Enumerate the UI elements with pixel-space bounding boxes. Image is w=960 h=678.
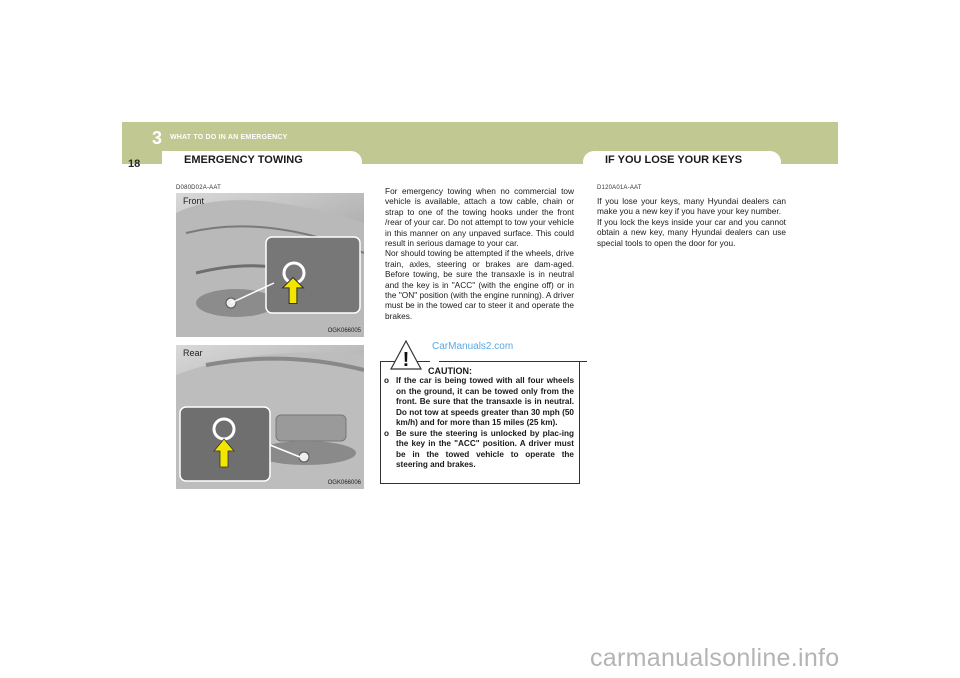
section-tab-lose-keys xyxy=(583,151,781,173)
watermark-text: CarManuals2.com xyxy=(432,341,514,352)
list-item: o Be sure the steering is unlocked by plac-ing the key in the "ACC" position. A driver must be in the towed vehicle to operate the steering and brakes. xyxy=(384,428,574,469)
paragraph: If you lock the keys inside your car and you cannot obtain a new key, many Hyundai dealers can use special tools to open the door for you. xyxy=(597,216,786,248)
warning-exclamation-icon xyxy=(389,339,423,371)
svg-text:!: ! xyxy=(402,349,410,371)
list-item: o If the car is being towed with all four wheels on the ground, it can be towed only from the front. Be sure that the transaxle is in neutral. Do not tow at speeds greater than 30 mph (50 km/h) and for more than 15 miles (25 km). xyxy=(384,376,574,427)
figure-label: Front xyxy=(183,196,205,206)
paragraph: For emergency towing when no commercial tow vehicle is available, attach a tow cable, chain or strap to one of the towing hooks under the front /rear of your car. Do not attempt to tow your vehicle in this manner on any unpaved surface. This could result in serious damage to your car. xyxy=(385,186,574,249)
car-rear-illustration xyxy=(176,345,364,489)
towing-instructions xyxy=(385,186,574,321)
figure-code: OGK066006 xyxy=(327,480,361,486)
section-tab-emergency-towing xyxy=(162,151,362,173)
figure-code: OGK066005 xyxy=(327,328,361,334)
lost-keys-text xyxy=(597,196,786,248)
caution-title: CAUTION: xyxy=(428,366,472,376)
rear-tow-hook-photo xyxy=(176,345,364,489)
footer-watermark: carmanualsonline.info xyxy=(590,644,840,672)
caution-list xyxy=(384,376,574,471)
section-title: IF YOU LOSE YOUR KEYS xyxy=(605,154,743,166)
section-title: EMERGENCY TOWING xyxy=(184,154,303,166)
chapter-number: 3 xyxy=(152,128,163,148)
car-front-illustration xyxy=(176,193,364,337)
figure-label: Rear xyxy=(183,348,203,358)
chapter-title: WHAT TO DO IN AN EMERGENCY xyxy=(170,134,288,141)
paragraph: Nor should towing be attempted if the wheels, drive train, axles, steering or brakes are dam-aged. Before towing, be sure the transaxle is in neutral and the key is in "ACC" (with the engine off) or in the "ON" position (with the engine running). A driver must be in the towed car to steer it and operate the brakes. xyxy=(385,248,574,321)
section-code: D080D02A-AAT xyxy=(176,185,221,191)
front-tow-hook-photo xyxy=(176,193,364,337)
paragraph: If you lose your keys, many Hyundai dealers can make you a new key if you have your key number. xyxy=(597,196,786,217)
page-number: 18 xyxy=(128,158,141,170)
section-code: D120A01A-AAT xyxy=(597,185,642,191)
